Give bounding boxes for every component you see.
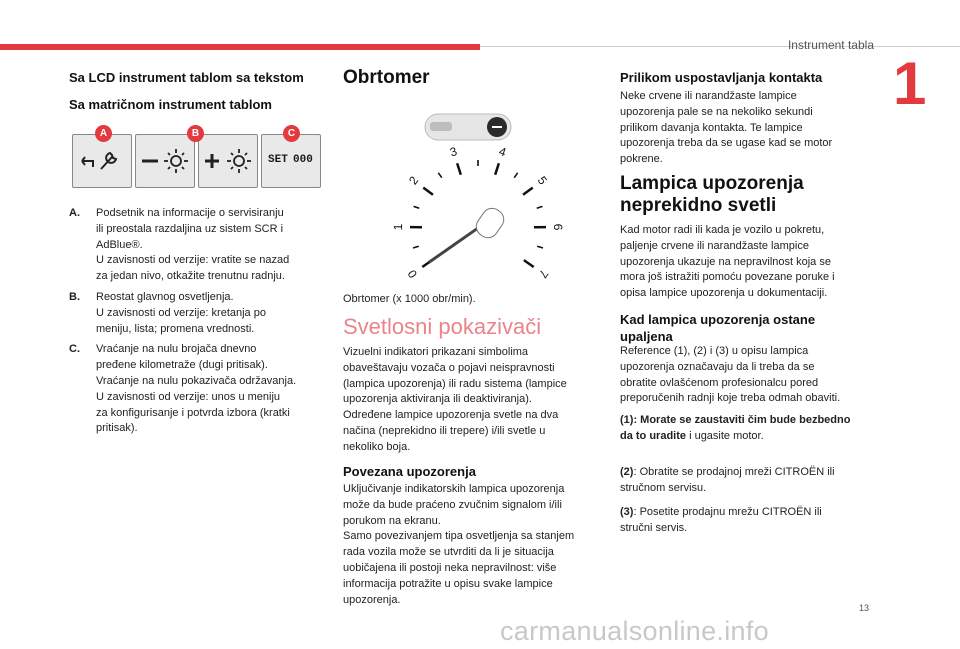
gauge-major-tick <box>495 163 499 174</box>
gauge-number-label: 1 <box>390 223 406 231</box>
definitions-list <box>69 206 339 442</box>
ref-number: (2) <box>620 466 634 478</box>
button-c-set[interactable] <box>261 134 321 188</box>
ref-text: stručni servis. <box>620 521 688 534</box>
set-label: SET <box>268 154 288 166</box>
def-line: U zavisnosti od verzije: kretanja po <box>96 306 266 319</box>
gauge-number-label: 0 <box>404 267 421 281</box>
text-line: upozorenja aktiviranja ili deaktiviranja). <box>343 393 532 406</box>
definition-label: B. <box>69 290 80 303</box>
steady-text <box>620 223 882 302</box>
badge-a: A <box>95 125 112 142</box>
def-line: pređene kilometraže (dugi pritisak). <box>96 359 268 372</box>
text-line: može da bude praćeno zvučnim signalom i/ili <box>343 498 562 511</box>
ref-text: : Posetite prodajnu mrežu CITROËN ili <box>633 506 822 518</box>
heading-matrix: Sa matričnom instrument tablom <box>69 97 272 112</box>
def-line: Vraćanje na nulu brojača dnevno <box>96 343 257 356</box>
linked-warnings-title: Povezana upozorenja <box>343 464 476 479</box>
button-a-service[interactable] <box>72 134 132 188</box>
gauge-number-label: 3 <box>448 144 459 160</box>
stays-on-text <box>620 344 882 407</box>
text-line: paljenje crvene ili narandžaste lampice <box>620 239 809 252</box>
title-line: upaljena <box>620 329 673 344</box>
ref-text: i ugasite motor. <box>686 429 764 442</box>
ref-number: (1) <box>620 414 634 426</box>
gauge-number-label: 6 <box>550 223 566 231</box>
text-line: načina (neprekidno ili trepere) i/ili svetle u <box>343 424 546 437</box>
text-line: Neke crvene ili narandžaste lampice <box>620 90 797 102</box>
badge-b: B <box>187 125 204 142</box>
text-line: obratite ovlašćenom profesionalcu pored <box>620 376 819 389</box>
ref-text: stručnom servisu. <box>620 481 707 494</box>
def-line: pritisak). <box>96 422 138 435</box>
gauge-minor-tick <box>414 206 420 208</box>
gauge-major-tick <box>423 188 433 195</box>
def-line: U zavisnosti od verzije: unos u meniju <box>96 390 281 403</box>
contact-text <box>620 89 880 168</box>
title-line: neprekidno svetli <box>620 195 777 216</box>
text-line: upozorenja ukazuje na nepravilnost koja se <box>620 255 831 268</box>
header-divider <box>480 46 960 47</box>
gauge-major-tick <box>524 260 534 267</box>
section-title: Instrument tabla <box>787 38 874 52</box>
text-line: preporučenih radnji koje treba odmah obaviti. <box>620 392 841 405</box>
stays-on-title <box>620 311 815 345</box>
text-line: upozorenja pale se na nekoliko sekundi <box>620 105 813 118</box>
def-line: Vraćanje na nulu pokazivača održavanja. <box>96 374 297 387</box>
text-line: upozorenja. <box>343 593 401 606</box>
set-counter: 000 <box>293 154 313 166</box>
gauge-number-label: 4 <box>497 144 508 160</box>
text-line: rada vozila može se utvrditi da li je situacija <box>343 546 554 559</box>
ref-bold: da to uradite <box>620 429 687 442</box>
def-line: Reostat glavnog osvetljenja. <box>96 290 234 303</box>
text-line: Uključivanje indikatorskih lampica upozorenja <box>343 483 565 495</box>
title-line: Lampica upozorenja <box>620 173 804 194</box>
text-line: obaveštavaju vozača o pojavi neispravnosti <box>343 361 555 374</box>
gauge-major-tick <box>523 188 533 195</box>
def-line: za konfigurisanje i potvrda izbora (kratki <box>96 406 290 419</box>
def-line: ili preostala razdaljina uz sistem SCR i <box>96 222 284 235</box>
text-line: informacija potražite u opisu svake lampice <box>343 577 553 590</box>
title-line: Kad lampica upozorenja ostane <box>620 312 816 327</box>
def-line: meniju, lista; promena vrednosti. <box>96 322 255 335</box>
text-line: upozorenja treba da se ugase kad se motor <box>620 137 833 150</box>
text-line: Samo povezivanjem tipa osvetljenja sa stanjem <box>343 530 575 543</box>
definition-a <box>69 206 339 285</box>
def-line: U zavisnosti od verzije: vratite se nazad <box>96 254 290 267</box>
text-line: opisa lampice upozorenja u dokumentaciji. <box>620 287 828 300</box>
gauge-minor-tick <box>438 173 442 178</box>
text-line: Kad motor radi ili kada je vozilo u pokretu, <box>620 224 825 236</box>
definition-c <box>69 342 339 437</box>
gauge-number-label: 2 <box>406 173 422 188</box>
bright-plus-icon <box>199 135 257 187</box>
gauge-minor-tick <box>537 246 543 248</box>
reference-3 <box>620 505 882 537</box>
button-b-dim[interactable] <box>135 134 195 188</box>
heading-lcd: Sa LCD instrument tablom sa tekstom <box>69 70 304 85</box>
gauge-minor-tick <box>537 206 543 208</box>
def-line: AdBlue®. <box>96 238 143 251</box>
text-line: pokrene. <box>620 153 663 166</box>
definition-b <box>69 290 339 337</box>
text-line: (lampica upozorenja) ili radu sistema (lampice <box>343 377 567 390</box>
text-line: Reference (1), (2) i (3) u opisu lampica <box>620 345 809 357</box>
page-number: 13 <box>858 603 869 613</box>
tachometer-dial <box>391 144 565 281</box>
gauge-number-label: 7 <box>535 267 552 281</box>
gauge-number-label: 5 <box>534 173 550 188</box>
tachometer-title: Obrtomer <box>343 67 430 88</box>
text-line: upozorenja označavaju da li treba da se <box>620 360 815 373</box>
text-line: prilikom davanja kontakta. Te lampice <box>620 121 803 134</box>
steady-title <box>620 173 804 217</box>
service-wrench-icon <box>73 135 131 187</box>
tachometer-caption: Obrtomer (x 1000 obr/min). <box>343 293 476 305</box>
gauge-minor-tick <box>514 173 518 178</box>
tachometer-lever-icon <box>425 114 511 140</box>
ref-number: (3) <box>620 506 634 518</box>
gauge-minor-tick <box>413 246 419 248</box>
reference-2 <box>620 465 882 497</box>
reference-1 <box>620 413 882 445</box>
text-line: uobičajena ili postoji neka nepravilnost: više <box>343 561 557 574</box>
indicators-title: Svetlosni pokazivači <box>343 314 542 339</box>
text-line: porukom na ekranu. <box>343 514 441 527</box>
contact-title: Prilikom uspostavljanja kontakta <box>620 70 823 85</box>
def-line: za jedan nivo, otkažite trenutnu radnju. <box>96 270 285 283</box>
watermark: carmanualsonline.info <box>500 616 769 646</box>
text-line: Vizuelni indikatori prikazani simbolima <box>343 346 529 358</box>
definition-label: A. <box>69 207 80 219</box>
linked-warnings-text <box>343 482 608 608</box>
def-line: Podsetnik na informacije o servisiranju <box>96 207 284 219</box>
definition-label: C. <box>69 343 80 356</box>
indicators-text <box>343 345 603 456</box>
header-accent-bar <box>0 44 480 50</box>
dim-minus-icon <box>136 135 194 187</box>
badge-c: C <box>283 125 300 142</box>
gauge-hub <box>472 204 507 241</box>
chapter-number: 1 <box>893 50 927 117</box>
text-line: Određene lampice upozorenja svetle na dva <box>343 409 559 422</box>
gauge-major-tick <box>457 163 461 174</box>
text-line: nekoliko boja. <box>343 440 411 453</box>
button-b-bright[interactable] <box>198 134 258 188</box>
ref-bold: : Morate se zaustaviti čim bude bezbedno <box>633 414 851 426</box>
text-line: mora još istražiti pomoću povezane poruke i <box>620 271 835 284</box>
tachometer-illustration <box>380 110 570 285</box>
ref-text: : Obratite se prodajnoj mreži CITROËN ili <box>633 466 835 478</box>
